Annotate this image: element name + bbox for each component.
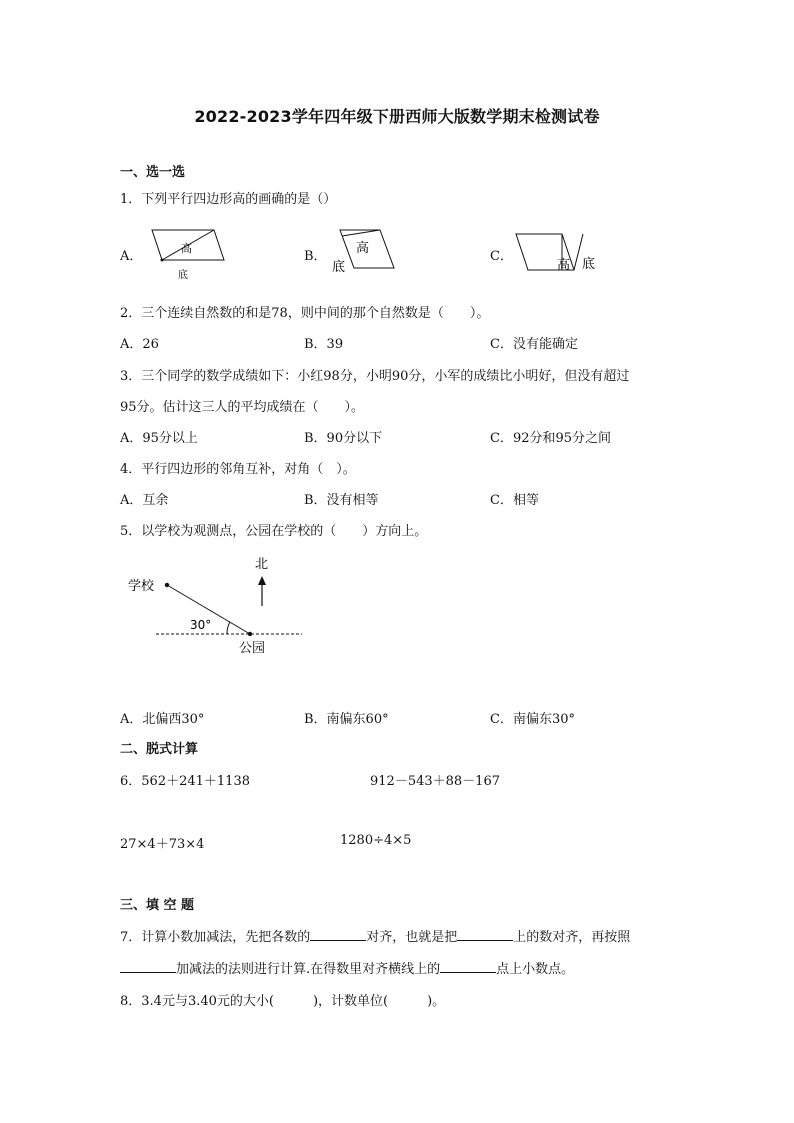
- section-heading-fill-in: 三、填 空 题: [120, 898, 195, 913]
- q1-option-b-label: B．: [304, 249, 327, 264]
- q6-expression-4: 1280÷4×5: [340, 833, 412, 848]
- q5-angle-label: 30°: [190, 618, 212, 632]
- q3-option-a: A．95分以上: [120, 431, 198, 446]
- q1-c-base-label: 底: [582, 257, 596, 272]
- q5-school-label: 学校: [128, 579, 155, 594]
- q1-figure-a: [144, 224, 230, 282]
- question-7-line-2: [120, 958, 574, 977]
- q4-option-a: A．互余: [120, 493, 169, 508]
- q1-figure-b: [328, 224, 400, 276]
- q7-text-part-1: 7．计算小数加减法，先把各数的: [120, 930, 311, 945]
- q1-figure-c: [512, 224, 604, 276]
- question-2-text: 2．三个连续自然数的和是78，则中间的那个自然数是（ ）。: [120, 306, 490, 321]
- q5-option-b: B．南偏东60°: [304, 712, 389, 727]
- question-3-line-1: 3．三个同学的数学成绩如下：小红98分，小明90分，小军的成绩比小明好，但没有超过: [120, 369, 630, 384]
- q1-a-base-label: 底: [178, 270, 188, 281]
- q1-b-height-label: 高: [356, 241, 370, 256]
- q7-blank-4: [440, 960, 496, 973]
- q1-option-c-label: C．: [490, 249, 513, 264]
- q6-expression-2: 912－543＋88－167: [370, 774, 500, 789]
- q1-option-a-label: A．: [120, 249, 143, 264]
- section-heading-calculation: 二、脱式计算: [120, 742, 199, 757]
- question-4-text: 4．平行四边形的邻角互补，对角（ ）。: [120, 462, 356, 477]
- q5-park-label: 公园: [239, 641, 266, 656]
- q1-a-height-label: 高: [181, 242, 192, 255]
- question-8-text: 8．3.4元与3.40元的大小( )，计数单位( )。: [120, 994, 446, 1009]
- q5-option-c: C．南偏东30°: [490, 712, 575, 727]
- q6-expression-1: 6．562＋241＋1138: [120, 774, 250, 789]
- question-1-text: 1．下列平行四边形高的画确的是（）: [120, 192, 337, 207]
- q3-option-c: C．92分和95分之间: [490, 431, 612, 446]
- question-7-line-1: [120, 926, 630, 945]
- q2-option-b: B．39: [304, 337, 344, 352]
- q7-text-part-3: 上的数对齐，再按照: [513, 930, 631, 945]
- q4-option-c: C．相等: [490, 493, 539, 508]
- q7-blank-2: [457, 928, 513, 941]
- q5-north-label: 北: [255, 557, 269, 572]
- q1-c-height-label: 高: [557, 258, 571, 273]
- q7-text-part-4: 加减法的法则进行计算.在得数里对齐横线上的: [176, 962, 441, 977]
- page-title: 2022-2023学年四年级下册西师大版数学期末检测试卷: [194, 107, 600, 126]
- q5-direction-figure: [124, 552, 308, 662]
- q4-option-b: B．没有相等: [304, 493, 379, 508]
- q1-b-base-label: 底: [332, 260, 346, 275]
- section-heading-choice: 一、选一选: [120, 165, 186, 180]
- q6-expression-3: 27×4＋73×4: [120, 837, 205, 852]
- q7-blank-3: [120, 960, 176, 973]
- q2-option-c: C．没有能确定: [490, 337, 578, 352]
- q7-blank-1: [310, 928, 366, 941]
- question-5-text: 5．以学校为观测点，公园在学校的（ ）方向上。: [120, 524, 428, 539]
- question-3-line-2: 95分。估计这三人的平均成绩在（ ）。: [120, 400, 365, 415]
- q7-text-part-5: 点上小数点。: [496, 962, 575, 977]
- q3-option-b: B．90分以下: [304, 431, 383, 446]
- q7-text-part-2: 对齐，也就是把: [366, 930, 458, 945]
- q2-option-a: A．26: [120, 337, 159, 352]
- q5-option-a: A．北偏西30°: [120, 712, 205, 727]
